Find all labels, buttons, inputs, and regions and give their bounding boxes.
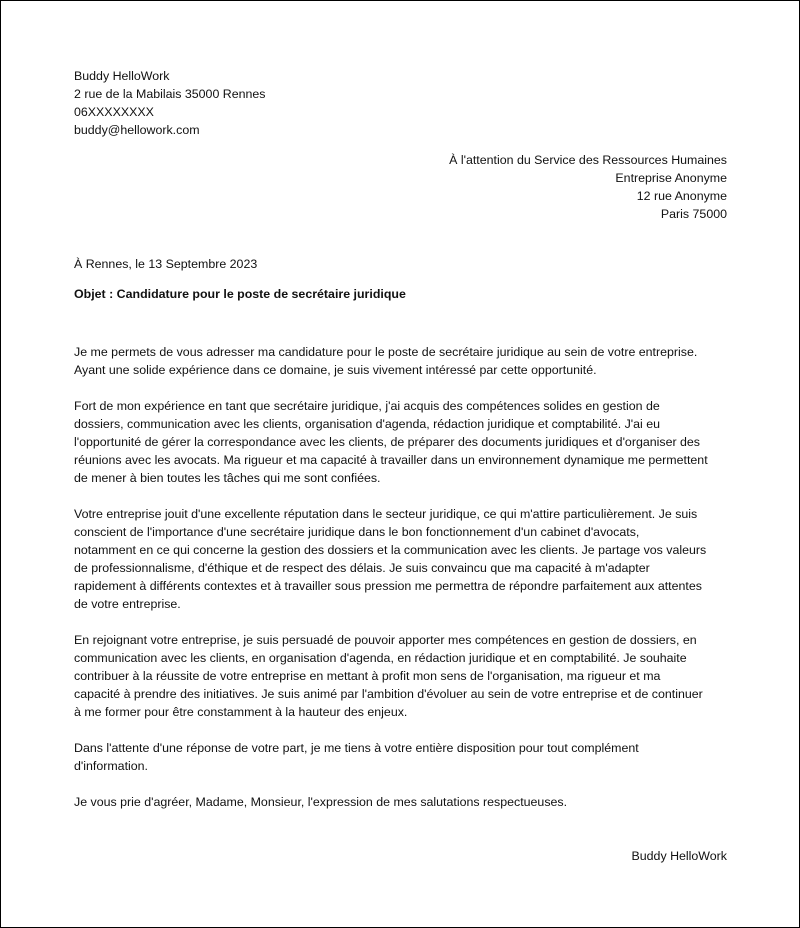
recipient-block	[449, 151, 727, 223]
paragraph-1	[74, 343, 734, 379]
signature: Buddy HelloWork	[631, 849, 727, 863]
paragraph-line: Ayant une solide expérience dans ce domaine, je suis vivement intéressé par cette opportunité.	[74, 363, 597, 377]
recipient-city: Paris 75000	[660, 207, 727, 221]
paragraph-line: Dans l'attente d'une réponse de votre part, je me tiens à votre entière disposition pour tout complément	[74, 741, 639, 755]
paragraph-line: à me former pour être constamment à la hauteur des enjeux.	[74, 705, 408, 719]
paragraph-line: d'information.	[74, 759, 148, 773]
recipient-street: 12 rue Anonyme	[636, 189, 727, 203]
paragraph-line: contribuer à la réussite de votre entreprise en mettant à profit mon sens de l'organisation, ma rigueur et ma	[74, 669, 661, 683]
paragraph-3	[74, 505, 734, 613]
paragraph-5	[74, 739, 734, 775]
paragraph-line: de mener à bien toutes les tâches qui me sont confiées.	[74, 471, 381, 485]
paragraph-line: Je vous prie d'agréer, Madame, Monsieur, l'expression de mes salutations respectueuses.	[74, 795, 568, 809]
paragraph-line: rapidement à différents contextes et à travailler sous pression me permettra de répondre parfaitement aux attentes	[74, 579, 702, 593]
paragraph-line: notamment en ce qui concerne la gestion des dossiers et la communication avec les clients. Je partage vos valeurs	[74, 543, 707, 557]
paragraph-6	[74, 793, 734, 811]
paragraph-line: réunions avec les avocats. Ma rigueur et ma capacité à travailler dans un environnement dynamique me permettent	[74, 453, 708, 467]
paragraph-line: conscient de l'importance d'une secrétaire juridique dans le bon fonctionnement d'un cabinet d'avocats,	[74, 525, 640, 539]
sender-block	[74, 67, 266, 139]
sender-email: buddy@hellowork.com	[74, 123, 200, 137]
paragraph-line: Je me permets de vous adresser ma candidature pour le poste de secrétaire juridique au sein de votre entreprise.	[74, 345, 698, 359]
paragraph-line: En rejoignant votre entreprise, je suis persuadé de pouvoir apporter mes compétences en gestion de dossiers, en	[74, 633, 697, 647]
recipient-company: Entreprise Anonyme	[615, 171, 727, 185]
letter-body	[74, 343, 734, 829]
subject-line: Objet : Candidature pour le poste de secrétaire juridique	[74, 287, 406, 301]
sender-name: Buddy HelloWork	[74, 69, 170, 83]
paragraph-line: communication avec les clients, en organisation d'agenda, en rédaction juridique et en comptabilité. Je souhaite	[74, 651, 687, 665]
sender-address: 2 rue de la Mabilais 35000 Rennes	[74, 87, 266, 101]
date-line: À Rennes, le 13 Septembre 2023	[74, 257, 258, 271]
paragraph-line: Fort de mon expérience en tant que secrétaire juridique, j'ai acquis des compétences solides en gestion de	[74, 399, 660, 413]
paragraph-line: de professionnalisme, d'éthique et de respect des délais. Je suis convaincu que ma capacité à m'adapter	[74, 561, 650, 575]
paragraph-line: l'opportunité de gérer la correspondance avec les clients, de préparer des documents juridiques et d'organiser des	[74, 435, 701, 449]
paragraph-4	[74, 631, 734, 721]
paragraph-line: dossiers, communication avec les clients, organisation d'agenda, rédaction juridique et comptabilité. J'ai eu	[74, 417, 661, 431]
paragraph-line: capacité à prendre des initiatives. Je suis animé par l'ambition d'évoluer au sein de votre entreprise et de continuer	[74, 687, 703, 701]
paragraph-line: Votre entreprise jouit d'une excellente réputation dans le secteur juridique, ce qui m'attire particulièrement. Je suis	[74, 507, 698, 521]
recipient-attention: À l'attention du Service des Ressources Humaines	[449, 153, 727, 167]
sender-phone: 06XXXXXXXX	[74, 105, 154, 119]
paragraph-2	[74, 397, 734, 487]
paragraph-line: de votre entreprise.	[74, 597, 181, 611]
